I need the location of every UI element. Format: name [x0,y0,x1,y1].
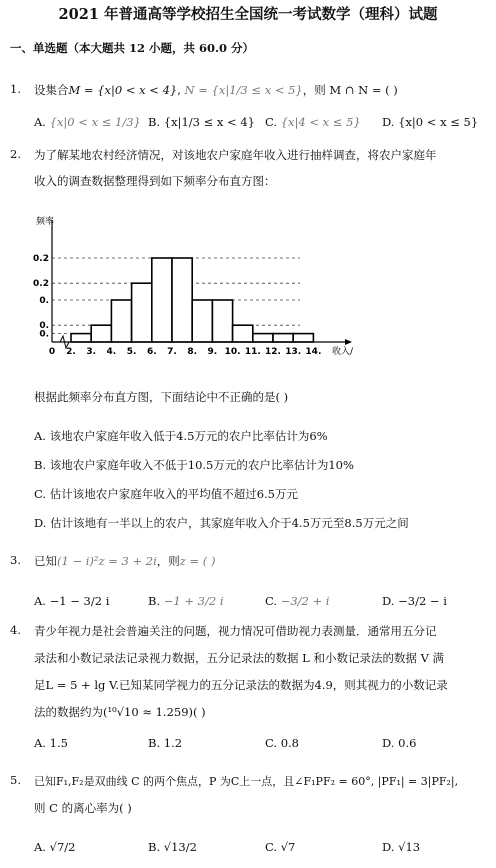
q1-option-d[interactable]: D. {x|0 < x ≤ 5} [382,115,479,129]
y-axis-label: 频率 [36,217,55,227]
q4-option-c[interactable]: C. 0.8 [265,736,299,750]
q4-option-b[interactable]: B. 1.2 [148,736,183,750]
q3-option-c[interactable]: C. −3/2 + i [265,594,330,608]
x-tick-label: 12. [265,347,281,357]
q5-line1: 已知F₁,F₂是双曲线 C 的两个焦点，P 为C上一点，且∠F₁PF₂ = 60°, |PF₁| = 3|PF₂|, [34,775,459,788]
q3-option-a[interactable]: A. −1 − 3/2 i [34,594,110,608]
y-tick-label: 0.2 [33,279,49,290]
x-tick-label: 10. [224,347,241,357]
q2-option-d[interactable]: D. 估计该地有一半以上的农户，其家庭年收入介于4.5万元至8.5万元之间 [34,516,409,530]
q5-option-b[interactable]: B. √13/2 [148,840,197,854]
x-tick-label: 6. [146,347,157,357]
q4-option-d[interactable]: D. 0.6 [382,736,417,750]
q3-equation: (1 − i)²z = 3 + 2i [57,554,157,568]
q4-line1: 青少年视力是社会普遍关注的问题，视力情况可借助视力表测量．通常用五分记 [34,624,437,638]
page-title: 2021 年普通高等学校招生全国统一考试数学（理科）试题 [58,6,438,23]
q3-option-b[interactable]: B. −1 + 3/2 i [148,594,224,608]
histogram-bar [71,334,91,342]
q2-prompt: 根据此频率分布直方图，下面结论中不正确的是( ) [34,390,289,404]
x-tick-label: 8. [187,347,198,357]
q1-option-b[interactable]: B. {x|1/3 ≤ x < 4} [148,115,255,129]
q4-line3: 足L = 5 + lg V.已知某同学视力的五分记录法的数据为4.9，则其视力的小数记录 [34,678,448,692]
q3-text-a: 已知 [34,554,57,568]
histogram-bar [233,325,253,342]
x-tick-label: 3. [86,347,97,357]
q5-number: 5. [10,773,21,787]
y-tick-label: 0. [39,296,49,306]
histogram-bar [293,334,313,342]
q1-option-a[interactable]: A. {x|0 < x ≤ 1/3} [34,115,141,129]
q1-text: 设集合M = {x|0 < x < 4}, N = {x|1/3 ≤ x < 5}，则 M ∩ N = ( ) [34,83,398,97]
x-tick-label: 0 [48,347,56,357]
q5-line2: 则 C 的离心率为( ) [34,801,132,815]
x-axis-label: 收入/ [332,347,354,357]
y-tick-label: 0.2 [33,254,49,264]
q3-unknown: z = ( ) [179,554,216,568]
x-tick-label: 4. [106,347,117,357]
frequency-histogram [0,210,496,370]
x-axis-arrow [345,339,352,345]
q4-line2: 录法和小数记录法记录视力数据，五分记录法的数据 L 和小数记录法的数据 V 满 [34,651,445,665]
y-tick-label: 0. [39,329,49,340]
histogram-bar [111,300,131,342]
q2-number: 2. [10,147,21,161]
q5-option-c[interactable]: C. √7 [265,840,296,854]
x-tick-label: 2. [66,347,76,357]
histogram-bar [91,325,111,342]
q5-option-a[interactable]: A. √7/2 [34,840,76,854]
y-tick-label: 0. [39,321,49,332]
q1-text-a: 设集合 [34,83,69,97]
q5-option-d[interactable]: D. √13 [382,840,421,854]
q2-option-b[interactable]: B. 该地农户家庭年收入不低于10.5万元的农户比率估计为10% [34,458,354,472]
q4-line4: 法的数据约为(¹⁰√10 ≈ 1.259)( ) [34,705,206,719]
histogram-bar [132,283,152,342]
q3-number: 3. [10,553,21,567]
x-tick-label: 5. [126,347,137,357]
histogram-bar [152,258,172,342]
section-heading: 一、单选题（本大题共 12 小题，共 60.0 分） [10,41,255,55]
histogram-bar [253,334,273,342]
q3-text [34,553,215,569]
q3-text-b: ，则 [156,554,180,568]
q2-line2: 收入的调查数据整理得到如下频率分布直方图： [34,174,276,188]
q4-number: 4. [10,623,21,637]
q1-text-b: ，则 M ∩ N = ( ) [302,83,398,97]
x-tick-label: 13. [285,347,302,357]
histogram-bar [172,258,192,342]
q3-option-d[interactable]: D. −3/2 − i [382,594,447,608]
q1-set-n: N = {x|1/3 ≤ x < 5} [184,83,303,97]
x-tick-label: 7. [167,347,177,357]
q2-line1: 为了解某地农村经济情况，对该地农户家庭年收入进行抽样调查，将农户家庭年 [34,148,437,162]
x-tick-label: 14. [305,347,322,357]
x-tick-label: 11. [244,347,261,357]
q1-set-m: M = {x|0 < x < 4} [68,83,178,97]
q2-option-a[interactable]: A. 该地农户家庭年收入低于4.5万元的农户比率估计为6% [34,429,328,443]
q4-option-a[interactable]: A. 1.5 [34,736,68,750]
histogram-bar [212,300,232,342]
q1-number: 1. [10,82,21,96]
x-tick-label: 9. [207,347,218,357]
histogram-bar [273,334,293,342]
q2-option-c[interactable]: C. 估计该地农户家庭年收入的平均值不超过6.5万元 [34,487,298,501]
histogram-bar [192,300,212,342]
q1-option-c[interactable]: C. {x|4 < x ≤ 5} [265,115,361,129]
